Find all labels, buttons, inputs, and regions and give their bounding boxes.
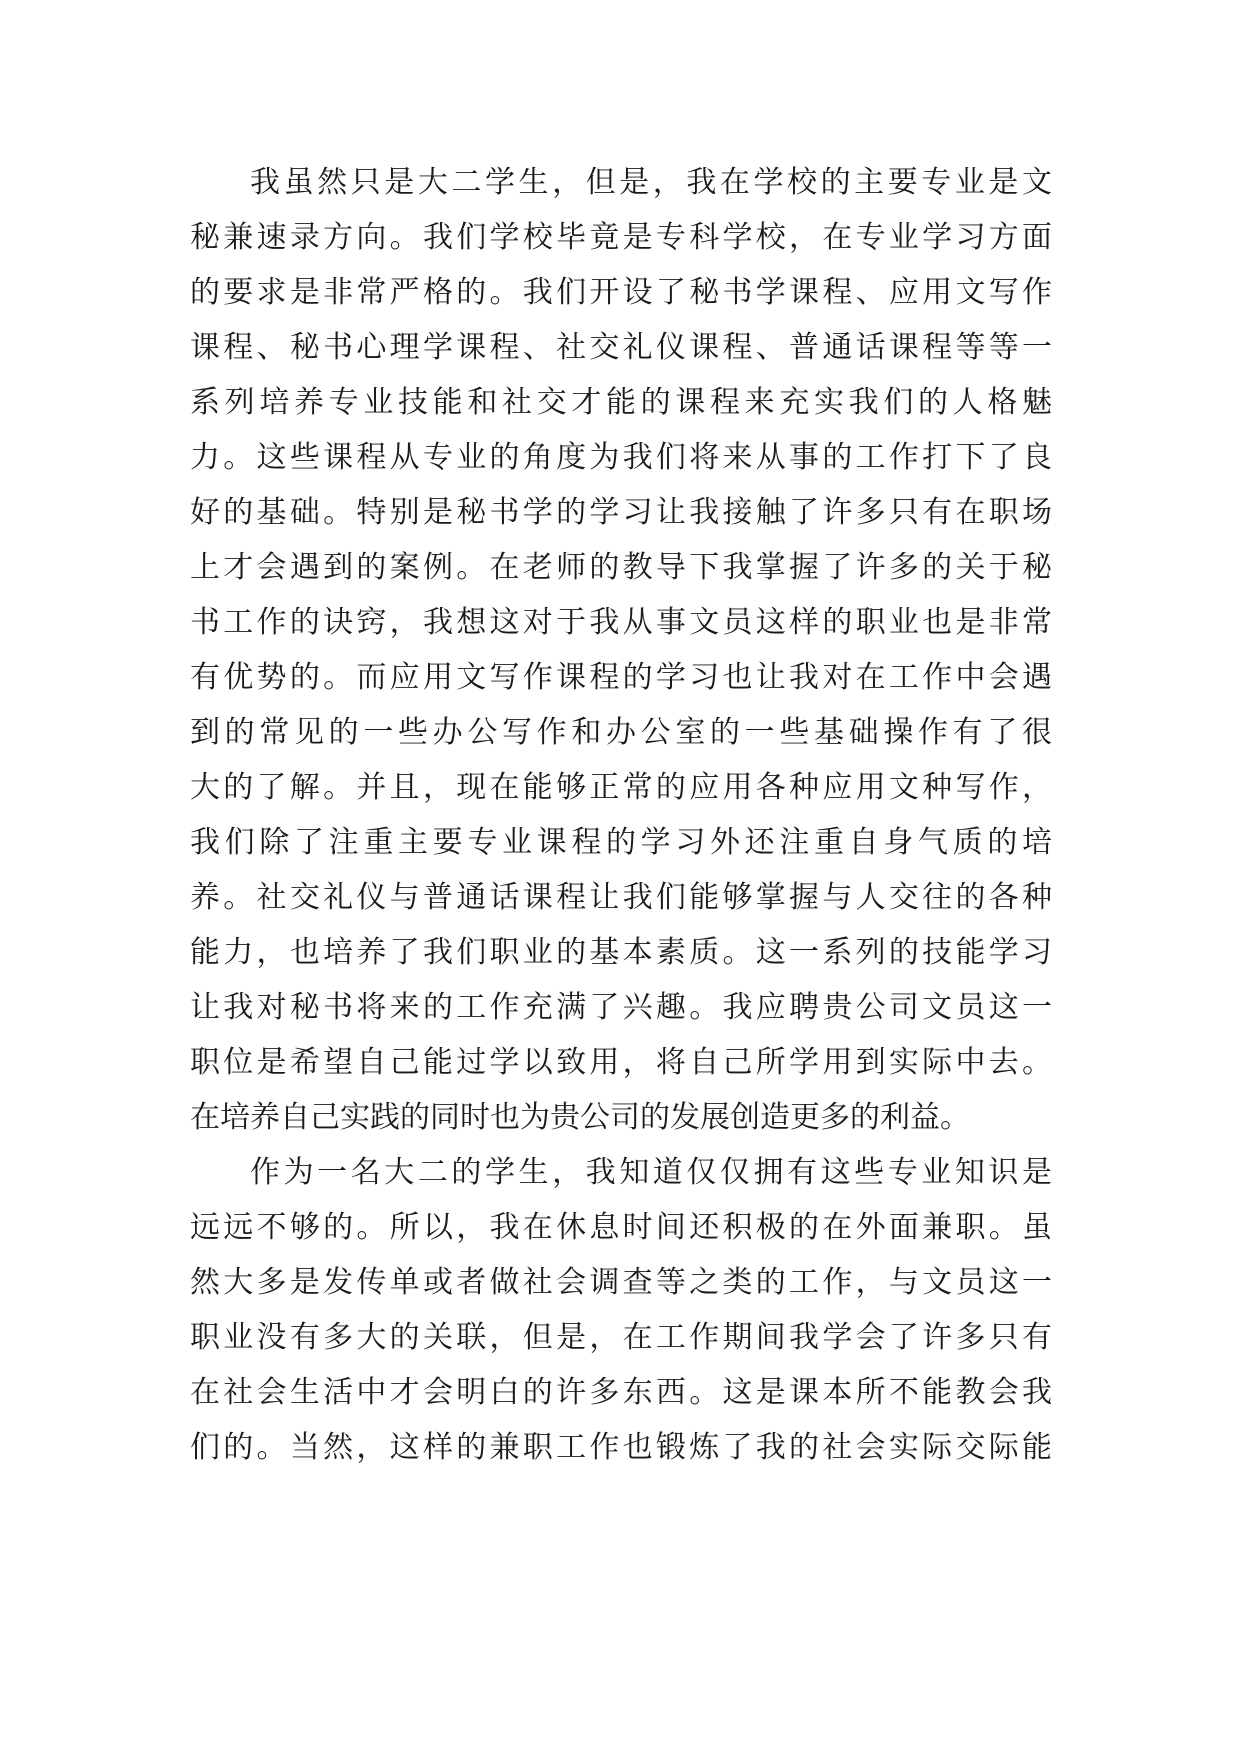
text-line: 秘兼速录方向。我们学校毕竟是专科学校，在专业学习方面 [190, 220, 1052, 255]
text-line: 力。这些课程从专业的角度为我们将来从事的工作打下了良 [190, 440, 1052, 475]
text-line: 然大多是发传单或者做社会调查等之类的工作，与文员这一 [190, 1265, 1052, 1300]
text-line: 在培养自己实践的同时也为贵公司的发展创造更多的利益。 [190, 1100, 970, 1135]
text-line: 有优势的。而应用文写作课程的学习也让我对在工作中会遇 [190, 660, 1052, 695]
text-line: 我们除了注重主要专业课程的学习外还注重自身气质的培 [190, 825, 1052, 860]
text-line: 在社会生活中才会明白的许多东西。这是课本所不能教会我 [190, 1375, 1052, 1410]
text-line: 职业没有多大的关联，但是，在工作期间我学会了许多只有 [190, 1320, 1052, 1355]
text-line: 能力，也培养了我们职业的基本素质。这一系列的技能学习 [190, 935, 1052, 970]
text-line: 让我对秘书将来的工作充满了兴趣。我应聘贵公司文员这一 [190, 990, 1052, 1025]
text-line: 养。社交礼仪与普通话课程让我们能够掌握与人交往的各种 [190, 880, 1052, 915]
text-line: 我虽然只是大二学生，但是，我在学校的主要专业是文 [250, 165, 1052, 200]
text-line: 书工作的诀窍，我想这对于我从事文员这样的职业也是非常 [190, 605, 1052, 640]
text-line: 远远不够的。所以，我在休息时间还积极的在外面兼职。虽 [190, 1210, 1052, 1245]
text-line: 上才会遇到的案例。在老师的教导下我掌握了许多的关于秘 [190, 550, 1052, 585]
text-line: 到的常见的一些办公写作和办公室的一些基础操作有了很 [190, 715, 1052, 750]
text-line: 好的基础。特别是秘书学的学习让我接触了许多只有在职场 [190, 495, 1052, 530]
paragraph-1 [190, 155, 1052, 1145]
text-line: 系列培养专业技能和社交才能的课程来充实我们的人格魅 [190, 385, 1052, 420]
text-line: 大的了解。并且，现在能够正常的应用各种应用文种写作， [190, 770, 1052, 805]
text-line: 课程、秘书心理学课程、社交礼仪课程、普通话课程等等一 [190, 330, 1052, 365]
paragraph-2 [190, 1145, 1052, 1475]
text-line: 们的。当然，这样的兼职工作也锻炼了我的社会实际交际能 [190, 1430, 1052, 1465]
text-line: 职位是希望自己能过学以致用，将自己所学用到实际中去。 [190, 1045, 1052, 1080]
text-line: 作为一名大二的学生，我知道仅仅拥有这些专业知识是 [250, 1155, 1052, 1190]
document-body [190, 155, 1052, 1475]
text-line: 的要求是非常严格的。我们开设了秘书学课程、应用文写作 [190, 275, 1052, 310]
